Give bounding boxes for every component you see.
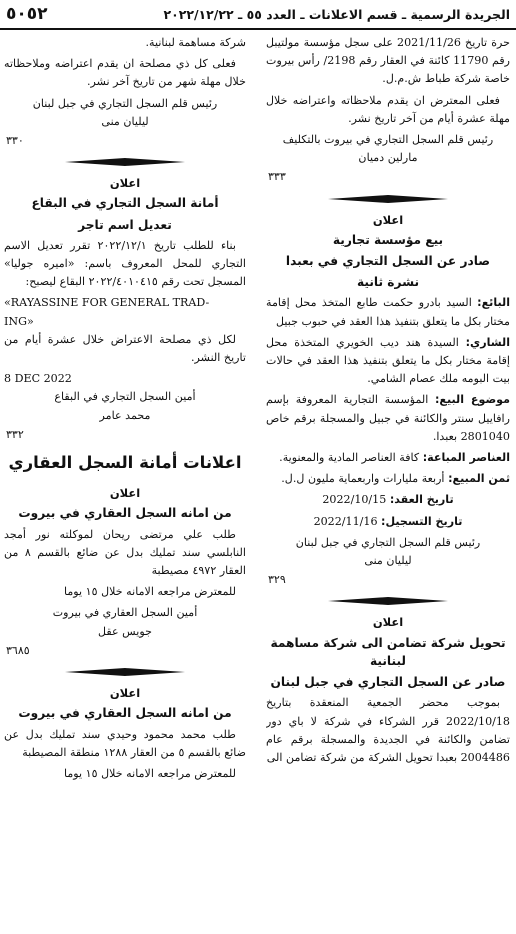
left-column	[4, 34, 246, 930]
notice-text: حرة تاريخ 2021/11/26 على سجل مؤسسة مولتيبل رقم 11790 كائنة في العقار رقم 2198/ رأس بيروت خاصة شركة طباط ش.م.ل.	[266, 36, 510, 86]
ad-subheading: صادر عن السجل التجاري في جبل لبنان	[270, 675, 506, 690]
signature-name: محمد عامر	[99, 408, 151, 422]
contract-date-label: تاريخ العقد:	[389, 493, 454, 507]
objection-notice: لكل ذي مصلحة الاعتراض خلال عشرة أيام من تاريخ النشر.	[4, 332, 246, 365]
notice-number: ٣٣٠	[6, 134, 24, 148]
ad-subheading: صادر عن السجل التجاري في بعبدا	[285, 254, 491, 269]
price-paragraph	[266, 470, 510, 488]
ad-heading: بيع مؤسسة تجارية	[332, 232, 444, 247]
contract-date: 2022/10/15	[322, 493, 387, 507]
ad-edition: نشرة ثانية	[356, 275, 420, 290]
notice-text: طلب محمد محمود وحيدي سند تمليك بدل عن ضائع بالقسم ٥ من العقار ١٢٨٨ منطقة المصيطبة	[4, 727, 246, 759]
notice-text: بموجب محضر الجمعية المنعقدة بتاريخ 2022/10/18 قرر الشركاء في شركة لا باي دور تضامن والكائنة في الجديدة والمسجلة برقم عام 2004486 بعبدا تحويل الشركة من شركة تضامن الى	[266, 696, 510, 764]
objection-notice: للمعترض مراجعه الامانه خلال ١٥ يوما	[63, 585, 236, 599]
notice-number: ٣٣٢	[6, 427, 24, 441]
section-divider	[266, 191, 510, 207]
trade-name-latin	[4, 294, 246, 330]
signature-name: جويس عقل	[98, 624, 152, 638]
buyer-paragraph	[266, 334, 510, 389]
notice-number: ٣٣٣	[268, 170, 286, 184]
subject-paragraph	[266, 391, 510, 446]
signature-title: أمين السجل العقاري في بيروت	[52, 606, 198, 620]
ad-subheading: تعديل اسم تاجر	[78, 217, 172, 232]
registration-date-line	[266, 513, 510, 531]
page-header	[0, 0, 516, 30]
section-divider	[266, 593, 510, 609]
ad-heading: من امانه السجل العقاري في بيروت	[18, 706, 232, 721]
notice-number: ٣٦٨٥	[6, 643, 30, 657]
ad-title: اعلان	[372, 615, 404, 630]
notice-text: طلب علي مرتضى ريحان لموكلته نور أمجد النابلسي سند تمليك بدل عن ضائع بالقسم ٨ من العقار ٤٩٧٢ مصيطبة	[4, 527, 246, 578]
signature-title: رئيس قلم السجل التجاري في جبل لبنان	[295, 535, 481, 549]
registration-date: 2022/11/16	[313, 514, 378, 528]
price-text: أربعة مليارات واربعماية مليون ل.ل.	[281, 472, 445, 486]
registration-date-label: تاريخ التسجيل:	[381, 514, 463, 528]
objection-notice: فعلى المعترض ان يقدم ملاحظاته واعتراضه خلال مهلة عشرة أيام من آخر تاريخ نشر.	[266, 93, 510, 125]
page-number: ٥٠٥٢	[6, 4, 48, 24]
elements-paragraph	[266, 449, 510, 467]
ad-title: اعلان	[109, 686, 141, 701]
notice-text: شركة مساهمة لبنانية.	[145, 36, 246, 49]
elements-label: العناصر المباعة:	[422, 451, 510, 465]
price-label: ثمن المبيع:	[448, 472, 510, 486]
trade-name-line: «RAYASSINE FOR GENERAL TRAD-	[4, 296, 210, 310]
section-divider	[4, 664, 246, 680]
right-column	[266, 34, 510, 930]
ad-heading: تحويل شركة تضامن الى شركة مساهمة لبنانية	[270, 635, 506, 668]
newspaper-title: الجريدة الرسمية ـ قسم الاعلانات ـ العدد ٥٥ ـ ٢٠٢٢/١٢/٢٢	[163, 6, 510, 22]
trade-name-line: ING»	[4, 314, 34, 328]
buyer-text: السيدة هند ديب الخويري المتخذة محل إقامة مختار بكل ما يتعلق بتنفيذ هذا العقد في حالات بيت البومه ملك عصام الشامي.	[266, 335, 510, 386]
ad-heading: من امانه السجل العقاري في بيروت	[18, 506, 232, 521]
signature-title: رئيس قلم السجل التجاري في جبل لبنان	[32, 96, 218, 110]
signature-title: رئيس قلم السجل التجاري في بيروت بالتكليف	[282, 133, 494, 147]
notice-date: 8 DEC 2022	[4, 372, 72, 386]
ad-title: اعلان	[372, 212, 404, 227]
elements-text: كافة العناصر المادية والمعنوية.	[279, 451, 420, 465]
contract-date-line	[266, 491, 510, 509]
seller-label: البائع:	[477, 296, 510, 310]
objection-notice: فعلى كل ذي مصلحة ان يقدم اعتراضه وملاحظاته خلال مهلة شهر من تاريخ آخر نشر.	[4, 57, 246, 89]
ad-title: اعلان	[109, 176, 141, 191]
subject-label: موضوع البيع:	[434, 393, 510, 407]
signature-name: ليليان منى	[364, 554, 412, 568]
ad-heading: أمانة السجل التجاري في البقاع	[31, 196, 219, 211]
subject-text: المؤسسة التجارية المعروفة بإسم رافاييل سنتر والكائنة في جبيل والمسجلة برقم خاص 2801040 بعبدا.	[266, 393, 510, 443]
ad-title: اعلان	[109, 486, 141, 501]
signature-title: أمين السجل التجاري في البقاع	[54, 390, 196, 404]
notice-text: بناء للطلب تاريخ ٢٠٢٢/١٢/١ تقرر تعديل الاسم التجاري للمحل المعروف باسم: «اميره جوليا» المسجل تحت رقم ٢٠٢٢/٤٠١٠٤١٥ البقاع ليصبح:	[4, 238, 246, 289]
objection-notice: للمعترض مراجعه الامانه خلال ١٥ يوما	[63, 766, 236, 780]
notice-number: ٣٢٩	[268, 573, 286, 587]
signature-name: ليليان منى	[101, 114, 149, 128]
signature-name: مارلين دميان	[358, 151, 418, 165]
section-heading: اعلانات أمانة السجل العقاري	[8, 453, 242, 473]
buyer-label: الشاري:	[465, 335, 510, 349]
section-divider	[4, 154, 246, 170]
seller-paragraph	[266, 294, 510, 330]
seller-text: السيد بادرو حكمت طابع المتخذ محل إقامة مختار بكل ما يتعلق بتنفيذ هذا العقد في حبوب جبيل	[266, 296, 510, 328]
